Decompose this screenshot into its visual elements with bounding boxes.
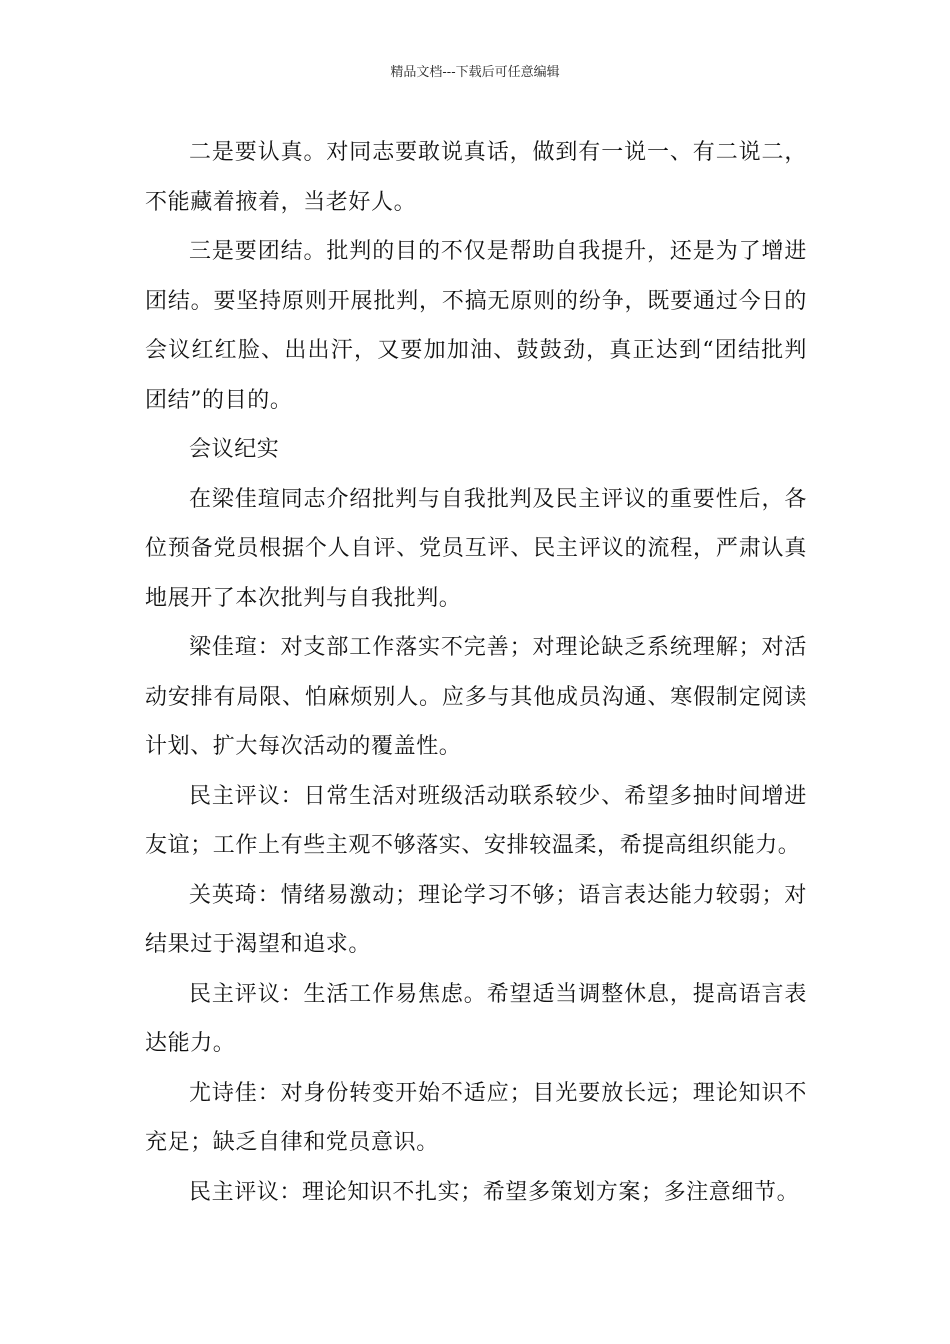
section-heading-meeting-record: 会议纪实	[189, 437, 280, 462]
document-body	[145, 128, 807, 1217]
paragraph-peer-review-guan: 民主评议：生活工作易焦虑。希望适当调整休息，提高语言表达能力。	[145, 981, 807, 1056]
paragraph-self-review-liang: 梁佳瑄：对支部工作落实不完善；对理论缺乏系统理解；对活动安排有局限、怕麻烦别人。应多与其他成员沟通、寒假制定阅读计划、扩大每次活动的覆盖性。	[145, 635, 807, 759]
paragraph-peer-review-you: 民主评议：理论知识不扎实；希望多策划方案；多注意细节。	[189, 1179, 800, 1205]
paragraph-self-review-guan: 关英琦：情绪易激动；理论学习不够；语言表达能力较弱；对结果过于渴望和追求。	[145, 882, 807, 957]
paragraph-unity: 三是要团结。批判的目的不仅是帮助自我提升，还是为了增进团结。要坚持原则开展批判，不搞无原则的纷争，既要通过今日的会议红红脸、出出汗，又要加加油、鼓鼓劲，真正达到“团结批判团结”的目的。	[145, 239, 807, 413]
page-header: 精品文档---下载后可任意编辑	[390, 65, 560, 80]
paragraph-meeting-intro: 在梁佳瑄同志介绍批判与自我批判及民主评议的重要性后，各位预备党员根据个人自评、党员互评、民主评议的流程，严肃认真地展开了本次批判与自我批判。	[145, 486, 807, 611]
paragraph-peer-review-liang: 民主评议：日常生活对班级活动联系较少、希望多抽时间增进友谊；工作上有些主观不够落实、安排较温柔，希提高组织能力。	[145, 783, 807, 858]
paragraph-serious: 二是要认真。对同志要敢说真话，做到有一说一、有二说二，不能藏着掖着，当老好人。	[145, 140, 807, 215]
paragraph-self-review-you: 尤诗佳：对身份转变开始不适应；目光要放长远；理论知识不充足；缺乏自律和党员意识。	[145, 1080, 807, 1155]
